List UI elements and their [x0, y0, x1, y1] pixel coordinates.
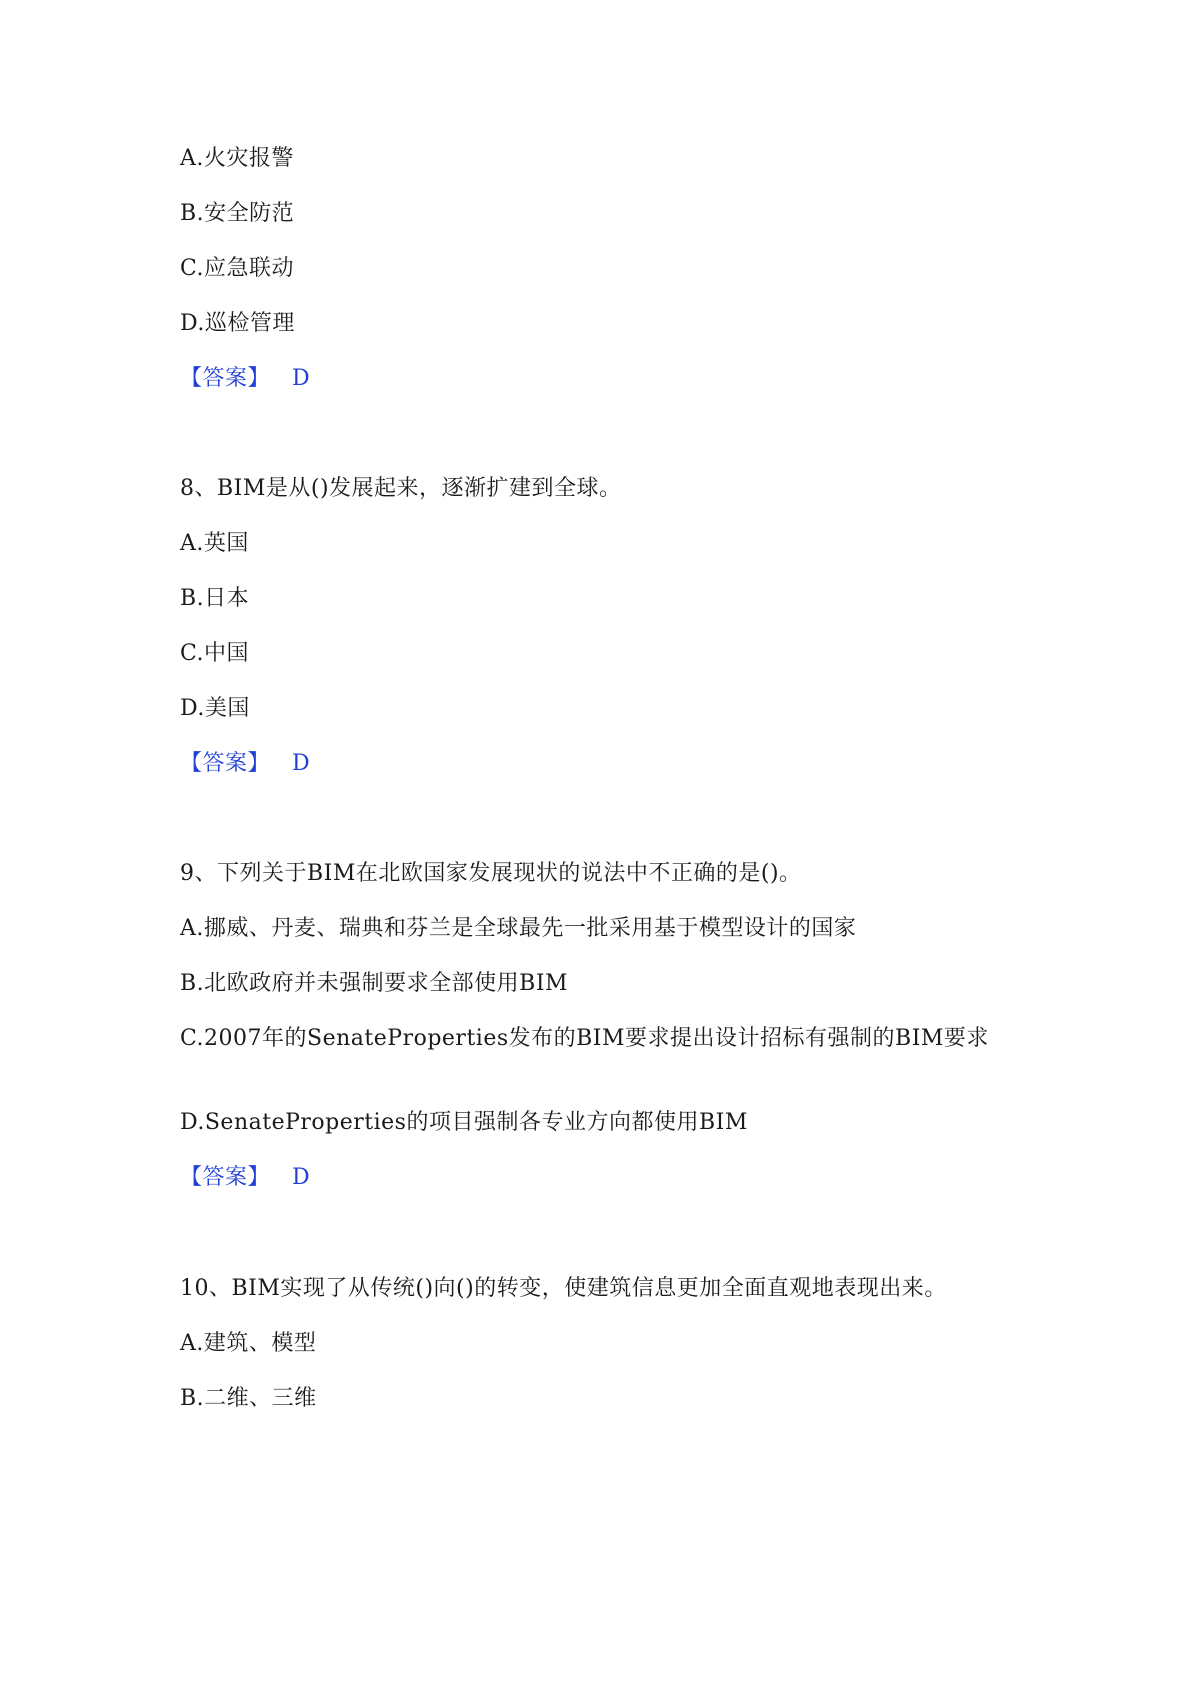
q7-option-d: D.巡检管理: [180, 311, 295, 336]
q8-option-c: C.中国: [180, 641, 250, 666]
q9-stem: 9、下列关于BIM在北欧国家发展现状的说法中不正确的是()。: [180, 861, 802, 886]
q7-answer-label: 【答案】: [180, 366, 271, 391]
q8-stem: 8、BIM是从()发展起来，逐渐扩建到全球。: [180, 476, 622, 501]
q8-answer: [180, 747, 310, 781]
q9-option-d: D.SenateProperties的项目强制各专业方向都使用BIM: [180, 1110, 748, 1135]
q9-answer-value: D: [292, 1165, 311, 1190]
q7-option-c: C.应急联动: [180, 256, 295, 281]
q7-option-a: A.火灾报警: [180, 146, 294, 171]
q8-answer-value: D: [292, 751, 311, 776]
q8-answer-label: 【答案】: [180, 751, 271, 776]
q10-stem: 10、BIM实现了从传统()向()的转变，使建筑信息更加全面直观地表现出来。: [180, 1276, 947, 1301]
q7-option-b: B.安全防范: [180, 201, 295, 226]
q7-answer: [180, 362, 310, 396]
q9-option-c: C.2007年的SenateProperties发布的BIM要求提出设计招标有强制的BIM要求: [180, 1026, 989, 1051]
q8-option-b: B.日本: [180, 586, 250, 611]
q9-answer-label: 【答案】: [180, 1165, 271, 1190]
q10-option-b: B.二维、三维: [180, 1386, 317, 1411]
q9-option-a: A.挪威、丹麦、瑞典和芬兰是全球最先一批采用基于模型设计的国家: [180, 916, 857, 941]
q8-option-a: A.英国: [180, 531, 249, 556]
q9-answer: [180, 1161, 310, 1195]
q10-option-a: A.建筑、模型: [180, 1331, 317, 1356]
q9-option-b: B.北欧政府并未强制要求全部使用BIM: [180, 971, 569, 996]
q8-option-d: D.美国: [180, 696, 250, 721]
q7-answer-value: D: [292, 366, 311, 391]
